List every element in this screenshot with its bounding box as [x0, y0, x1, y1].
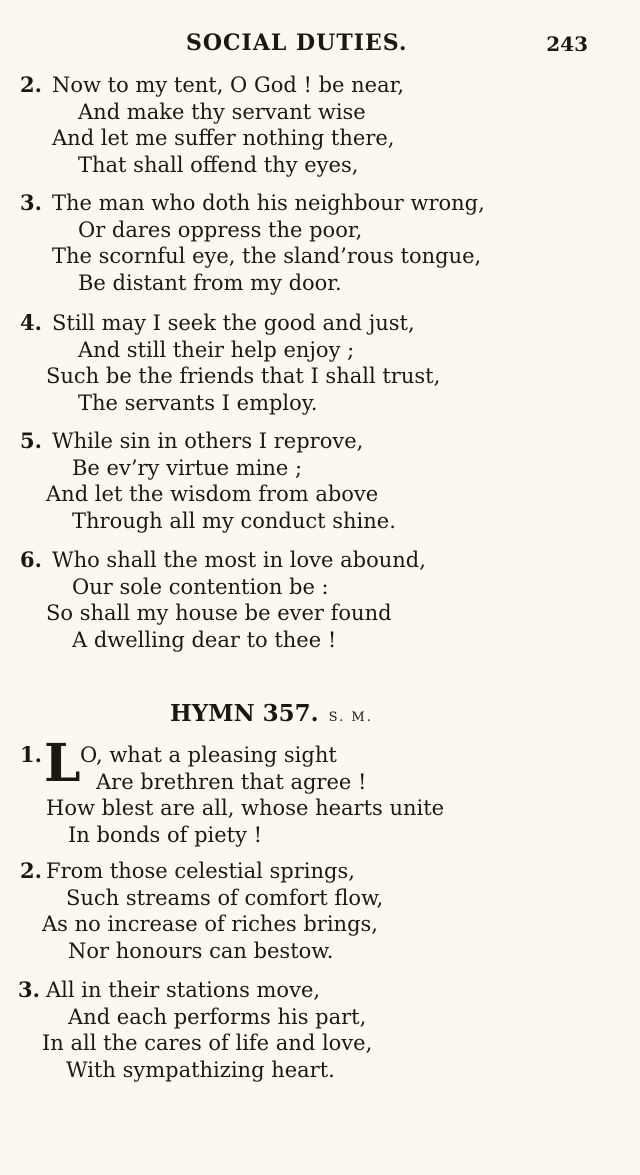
hymn-stanza-2: [0, 858, 640, 964]
verse-line: All in their stations move,: [46, 978, 321, 1002]
verse-line: Nor honours can bestow.: [68, 938, 334, 963]
stanza-number: 4.: [20, 310, 42, 335]
verse-line: And each performs his part,: [68, 1004, 367, 1029]
verse-line: And make thy servant wise: [78, 99, 366, 124]
verse-line: How blest are all, whose hearts unite: [46, 796, 445, 820]
verse-line: The man who doth his neighbour wrong,: [52, 191, 485, 215]
verse-line: With sympathizing heart.: [66, 1057, 335, 1082]
verse-line: Who shall the most in love abound,: [52, 548, 426, 572]
hymn-heading: [170, 700, 373, 727]
stanza-4: [0, 310, 640, 416]
verse-line: That shall offend thy eyes,: [78, 152, 359, 177]
verse-line: From those celestial springs,: [46, 859, 355, 883]
stanza-6: [0, 547, 640, 653]
stanza-number: 2.: [20, 72, 42, 97]
drop-cap: L: [44, 733, 81, 794]
verse-line: In bonds of piety !: [68, 822, 263, 847]
verse-line: While sin in others I reprove,: [52, 429, 364, 453]
verse-line: Be distant from my door.: [78, 270, 342, 295]
hymn-meter: S. M.: [328, 710, 373, 725]
page-header: [0, 30, 640, 60]
verse-line: Such streams of comfort flow,: [66, 885, 384, 910]
verse-line: Our sole contention be :: [72, 574, 329, 599]
verse-line: And let me suffer nothing there,: [52, 126, 395, 150]
verse-line: The servants I employ.: [78, 390, 318, 415]
stanza-3: [0, 190, 640, 296]
page-number: 243: [546, 32, 588, 56]
stanza-5: [0, 428, 640, 534]
stanza-number: 2.: [20, 858, 42, 883]
verse-line: As no increase of riches brings,: [42, 912, 378, 936]
verse-line: The scornful eye, the sland’rous tongue,: [52, 244, 482, 268]
stanza-number: 5.: [20, 428, 42, 453]
verse-line: Through all my conduct shine.: [72, 508, 396, 533]
stanza-number: 3.: [18, 977, 40, 1002]
stanza-number: 3.: [20, 190, 42, 215]
stanza-number: 6.: [20, 547, 42, 572]
running-title: SOCIAL DUTIES.: [186, 30, 408, 56]
stanza-number: 1.: [20, 742, 42, 767]
verse-line: Or dares oppress the poor,: [78, 217, 363, 242]
verse-line: Now to my tent, O God ! be near,: [52, 73, 405, 97]
verse-line: So shall my house be ever found: [46, 601, 392, 625]
verse-line: In all the cares of life and love,: [42, 1031, 373, 1055]
verse-line: And still their help enjoy ;: [78, 337, 355, 362]
verse-line: O, what a pleasing sight: [80, 743, 337, 767]
verse-line: And let the wisdom from above: [46, 482, 379, 506]
hymn-stanza-3: [0, 977, 640, 1083]
verse-line: Be ev’ry virtue mine ;: [72, 455, 303, 480]
hymn-stanza-1: [0, 733, 640, 848]
verse-line: Are brethren that agree !: [96, 769, 367, 794]
verse-line: A dwelling dear to thee !: [72, 627, 337, 652]
hymn-title: HYMN 357.: [170, 700, 319, 727]
verse-line: Still may I seek the good and just,: [52, 311, 415, 335]
verse-line: Such be the friends that I shall trust,: [46, 364, 441, 388]
stanza-2: [0, 72, 640, 178]
